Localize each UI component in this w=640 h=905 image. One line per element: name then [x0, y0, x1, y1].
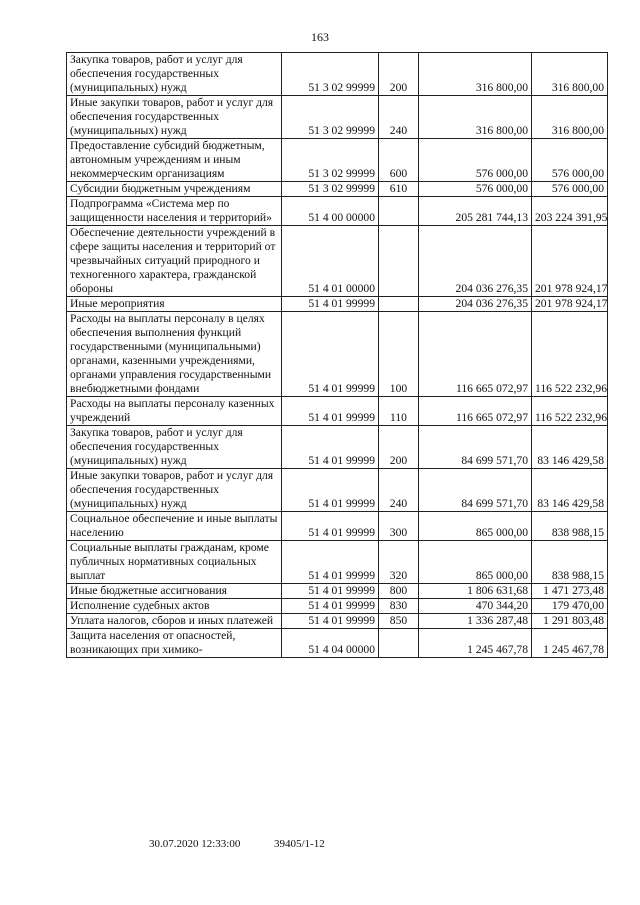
row-type: 200: [379, 53, 419, 96]
row-amount-2: 838 988,15: [532, 512, 608, 541]
row-name: Уплата налогов, сборов и иных платежей: [67, 614, 282, 629]
row-type: 300: [379, 512, 419, 541]
row-amount-1: 84 699 571,70: [419, 469, 532, 512]
row-name: Иные мероприятия: [67, 297, 282, 312]
table-row: [67, 182, 608, 197]
row-name: Социальное обеспечение и иные выплаты населению: [67, 512, 282, 541]
table-row: [67, 426, 608, 469]
row-name: Защита населения от опасностей, возникающих при химико-: [67, 629, 282, 658]
row-type: 850: [379, 614, 419, 629]
row-name: Обеспечение деятельности учреждений в сфере защиты населения и территорий от чрезвычайных ситуаций природного и техногенного характера, гражданской обороны: [67, 226, 282, 297]
row-name: Предоставление субсидий бюджетным, автономным учреждениям и иным некоммерческим организациям: [67, 139, 282, 182]
table-row: [67, 297, 608, 312]
row-amount-2: 576 000,00: [532, 139, 608, 182]
row-amount-2: 203 224 391,95: [532, 197, 608, 226]
row-code: 51 4 01 99999: [282, 541, 379, 584]
row-amount-1: 116 665 072,97: [419, 397, 532, 426]
row-amount-1: 84 699 571,70: [419, 426, 532, 469]
row-name: Расходы на выплаты персоналу казенных учреждений: [67, 397, 282, 426]
row-code: 51 4 01 99999: [282, 312, 379, 397]
row-code: 51 4 01 99999: [282, 512, 379, 541]
row-amount-1: 205 281 744,13: [419, 197, 532, 226]
row-type: 110: [379, 397, 419, 426]
row-amount-2: 1 291 803,48: [532, 614, 608, 629]
row-amount-2: 1 471 273,48: [532, 584, 608, 599]
row-code: 51 4 01 99999: [282, 469, 379, 512]
row-amount-2: 576 000,00: [532, 182, 608, 197]
footer-timestamp: 30.07.2020 12:33:00: [149, 838, 241, 850]
row-code: 51 4 01 99999: [282, 397, 379, 426]
row-code: 51 4 01 99999: [282, 614, 379, 629]
table-row: [67, 584, 608, 599]
row-type: 240: [379, 96, 419, 139]
row-name: Субсидии бюджетным учреждениям: [67, 182, 282, 197]
row-type: 610: [379, 182, 419, 197]
row-name: Социальные выплаты гражданам, кроме публичных нормативных социальных выплат: [67, 541, 282, 584]
row-code: 51 3 02 99999: [282, 96, 379, 139]
budget-table: [66, 52, 608, 658]
row-amount-2: 201 978 924,17: [532, 297, 608, 312]
row-code: 51 3 02 99999: [282, 139, 379, 182]
row-type: 320: [379, 541, 419, 584]
row-amount-2: 83 146 429,58: [532, 426, 608, 469]
row-type: 800: [379, 584, 419, 599]
row-code: 51 4 01 99999: [282, 584, 379, 599]
row-amount-1: 865 000,00: [419, 512, 532, 541]
row-amount-1: 1 336 287,48: [419, 614, 532, 629]
row-amount-2: 316 800,00: [532, 96, 608, 139]
budget-table-body: [67, 53, 608, 658]
row-type: 830: [379, 599, 419, 614]
row-amount-1: 204 036 276,35: [419, 226, 532, 297]
row-amount-2: 1 245 467,78: [532, 629, 608, 658]
row-name: Иные бюджетные ассигнования: [67, 584, 282, 599]
table-row: [67, 53, 608, 96]
row-type: 240: [379, 469, 419, 512]
row-code: 51 4 01 99999: [282, 426, 379, 469]
row-code: 51 4 01 00000: [282, 226, 379, 297]
row-amount-2: 201 978 924,17: [532, 226, 608, 297]
table-row: [67, 226, 608, 297]
table-row: [67, 541, 608, 584]
row-amount-2: 116 522 232,96: [532, 397, 608, 426]
page-number: 163: [311, 30, 329, 44]
row-type: 100: [379, 312, 419, 397]
row-amount-1: 576 000,00: [419, 182, 532, 197]
row-amount-1: 316 800,00: [419, 53, 532, 96]
row-amount-2: 316 800,00: [532, 53, 608, 96]
row-name: Подпрограмма «Система мер по защищенности населения и территорий»: [67, 197, 282, 226]
table-row: [67, 512, 608, 541]
table-row: [67, 96, 608, 139]
row-name: Иные закупки товаров, работ и услуг для обеспечения государственных (муниципальных) нужд: [67, 469, 282, 512]
row-name: Расходы на выплаты персоналу в целях обеспечения выполнения функций государственными (муниципальными) органами, казенными учреждениями, органами управления государственными внебюджетными фондами: [67, 312, 282, 397]
table-row: [67, 614, 608, 629]
row-type: [379, 629, 419, 658]
row-name: Закупка товаров, работ и услуг для обеспечения государственных (муниципальных) нужд: [67, 53, 282, 96]
table-row: [67, 629, 608, 658]
row-type: [379, 197, 419, 226]
row-code: 51 3 02 99999: [282, 182, 379, 197]
row-amount-1: 204 036 276,35: [419, 297, 532, 312]
table-row: [67, 469, 608, 512]
table-row: [67, 599, 608, 614]
row-type: [379, 226, 419, 297]
row-code: 51 4 00 00000: [282, 197, 379, 226]
row-amount-1: 865 000,00: [419, 541, 532, 584]
row-name: Исполнение судебных актов: [67, 599, 282, 614]
row-code: 51 4 01 99999: [282, 297, 379, 312]
row-code: 51 4 01 99999: [282, 599, 379, 614]
row-code: 51 4 04 00000: [282, 629, 379, 658]
row-amount-1: 1 245 467,78: [419, 629, 532, 658]
table-row: [67, 312, 608, 397]
row-type: 200: [379, 426, 419, 469]
row-amount-1: 116 665 072,97: [419, 312, 532, 397]
row-amount-2: 116 522 232,96: [532, 312, 608, 397]
row-amount-1: 470 344,20: [419, 599, 532, 614]
row-amount-2: 179 470,00: [532, 599, 608, 614]
row-amount-1: 1 806 631,68: [419, 584, 532, 599]
footer-doc-id: 39405/1-12: [274, 838, 325, 850]
row-amount-1: 576 000,00: [419, 139, 532, 182]
row-code: 51 3 02 99999: [282, 53, 379, 96]
row-amount-2: 838 988,15: [532, 541, 608, 584]
table-row: [67, 397, 608, 426]
table-row: [67, 139, 608, 182]
row-type: [379, 297, 419, 312]
row-type: 600: [379, 139, 419, 182]
row-amount-2: 83 146 429,58: [532, 469, 608, 512]
row-name: Иные закупки товаров, работ и услуг для обеспечения государственных (муниципальных) нужд: [67, 96, 282, 139]
row-amount-1: 316 800,00: [419, 96, 532, 139]
table-row: [67, 197, 608, 226]
row-name: Закупка товаров, работ и услуг для обеспечения государственных (муниципальных) нужд: [67, 426, 282, 469]
